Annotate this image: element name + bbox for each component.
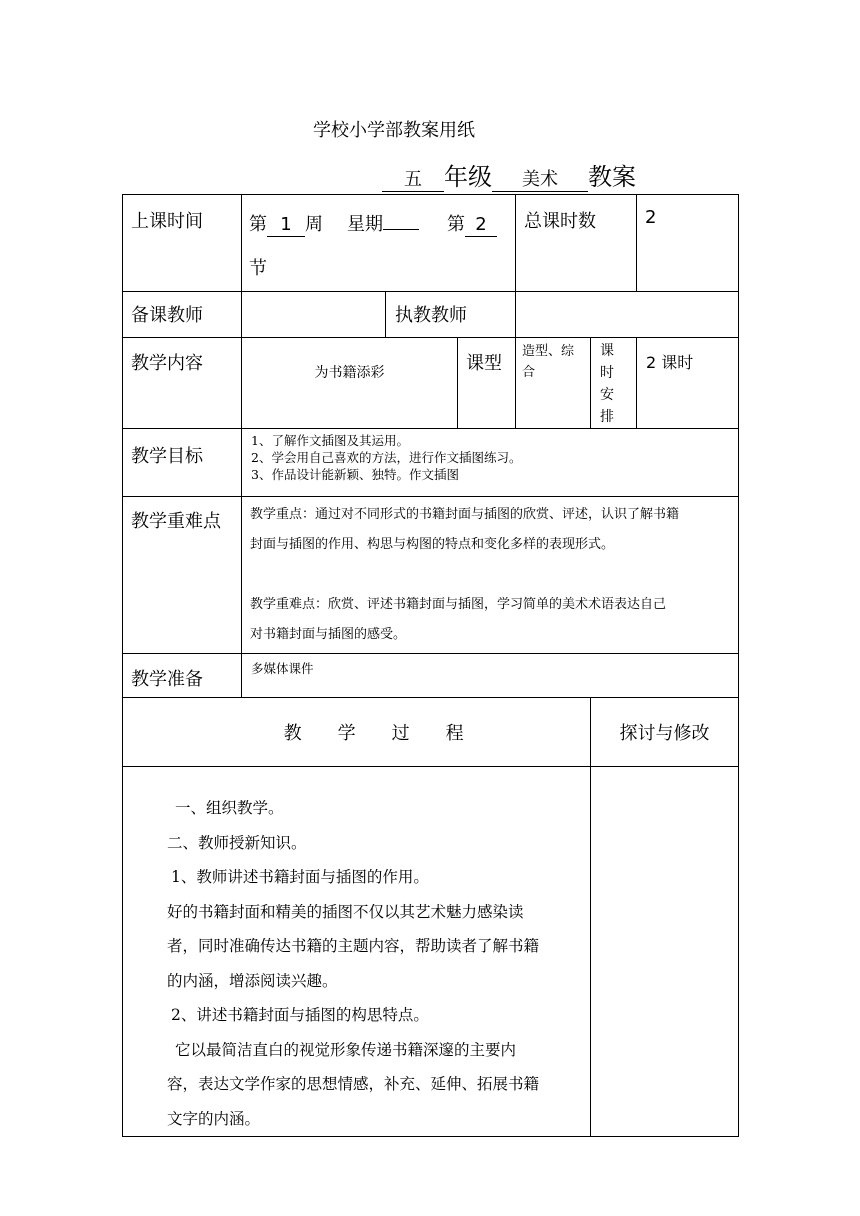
time-label: 上课时间 <box>131 211 203 232</box>
time-value-cell <box>242 195 516 292</box>
course-type-label-cell <box>458 338 516 429</box>
total-hours-value: 2 <box>645 207 657 228</box>
week-prefix: 第 <box>249 214 267 235</box>
prep-value: 多媒体课件 <box>251 661 314 676</box>
plan-label: 教案 <box>588 163 636 191</box>
goals-list <box>242 429 739 497</box>
schedule-value: 2 课时 <box>646 353 694 372</box>
process-line: 的内涵，增添阅读兴趣。 <box>167 971 338 990</box>
weekday-label: 星期 <box>347 214 383 235</box>
content-label: 教学内容 <box>131 353 203 374</box>
keypoints-label: 教学重难点 <box>131 511 221 532</box>
revision-body <box>591 767 739 1137</box>
prep-value-cell <box>242 654 739 698</box>
goals-label-cell <box>123 429 242 497</box>
process-line: 1、教师讲述书籍封面与插图的作用。 <box>171 868 429 886</box>
total-value-cell <box>637 195 739 292</box>
schedule-label-char: 排 <box>600 409 615 425</box>
process-line: 容，表达文学作家的思想情感，补充、延伸、拓展书籍 <box>167 1075 540 1093</box>
difficulty-line: 对书籍封面与插图的感受。 <box>250 627 407 642</box>
course-type-label: 课型 <box>466 353 502 374</box>
schedule-label-char: 时 <box>600 365 615 381</box>
prep-teacher-label-cell <box>123 292 242 338</box>
focus-line: 教学重点：通过对不同形式的书籍封面与插图的欣赏、评述，认识了解书籍 <box>250 507 680 522</box>
content-value: 为书籍添彩 <box>314 365 385 381</box>
section-prefix: 第 <box>447 214 465 235</box>
exec-teacher-label: 执教教师 <box>395 305 467 326</box>
content-label-cell <box>123 338 242 429</box>
total-hours-label: 总课时数 <box>524 211 597 232</box>
process-line: 好的书籍封面和精美的插图不仅以其艺术魅力感染读 <box>167 902 524 921</box>
grade-field: 五 <box>382 170 444 192</box>
process-header: 教 学 过 程 <box>283 723 464 744</box>
revision-header: 探讨与修改 <box>619 723 710 744</box>
process-line: 一、组织教学。 <box>175 799 284 817</box>
process-line: 二、教师授新知识。 <box>167 833 307 852</box>
goal-item: 2、学会用自己喜欢的方法，进行作文插图练习。 <box>251 450 522 465</box>
difficulty-line: 教学重难点：欣赏、评述书籍封面与插图，学习简单的美术术语表达自己 <box>250 597 667 612</box>
school-title: 学校小学部教案用纸 <box>313 120 475 141</box>
goal-item: 3、作品设计能新颖、独特。作文插图 <box>251 467 459 482</box>
keypoints-content <box>242 497 739 654</box>
goals-label: 教学目标 <box>131 446 203 467</box>
total-label-cell <box>516 195 637 292</box>
prep-label: 教学准备 <box>131 669 203 690</box>
schedule-label-char: 课 <box>600 343 615 359</box>
revision-header-cell <box>591 698 739 767</box>
goal-item: 1、了解作文插图及其运用。 <box>251 433 409 448</box>
content-value-cell <box>242 338 458 429</box>
process-line: 者，同时准确传达书籍的主题内容，帮助读者了解书籍 <box>167 937 540 955</box>
grade-label: 年级 <box>444 163 492 191</box>
week-number: 1 <box>267 215 305 237</box>
process-line: 文字的内涵。 <box>167 1109 261 1128</box>
schedule-label-char: 安 <box>600 387 615 403</box>
process-line: 2、讲述书籍封面与插图的构思特点。 <box>171 1006 429 1024</box>
section-suffix: 节 <box>249 258 267 279</box>
lesson-plan-table <box>122 194 739 1137</box>
weekday-value <box>383 229 419 230</box>
exec-teacher-label-cell <box>386 292 516 338</box>
focus-line: 封面与插图的作用、构思与构图的特点和变化多样的表现形式。 <box>250 537 615 552</box>
keypoints-label-cell <box>123 497 242 654</box>
subject-field: 美术 <box>492 170 588 192</box>
week-suffix: 周 <box>305 214 323 235</box>
schedule-label-cell <box>591 338 637 429</box>
exec-teacher-value <box>516 292 739 338</box>
time-label-cell <box>123 195 242 292</box>
section-number: 2 <box>465 215 497 237</box>
schedule-value-cell <box>637 338 739 429</box>
process-header-cell <box>123 698 591 767</box>
prep-teacher-value <box>242 292 386 338</box>
prep-label-cell <box>123 654 242 698</box>
course-type-value-cell <box>516 338 591 429</box>
grade-line <box>382 157 636 192</box>
prep-teacher-label: 备课教师 <box>131 305 203 326</box>
course-type-value: 造型、综合 <box>522 344 575 380</box>
process-line: 它以最简洁直白的视觉形象传递书籍深邃的主要内 <box>175 1040 517 1059</box>
process-body <box>123 767 591 1137</box>
